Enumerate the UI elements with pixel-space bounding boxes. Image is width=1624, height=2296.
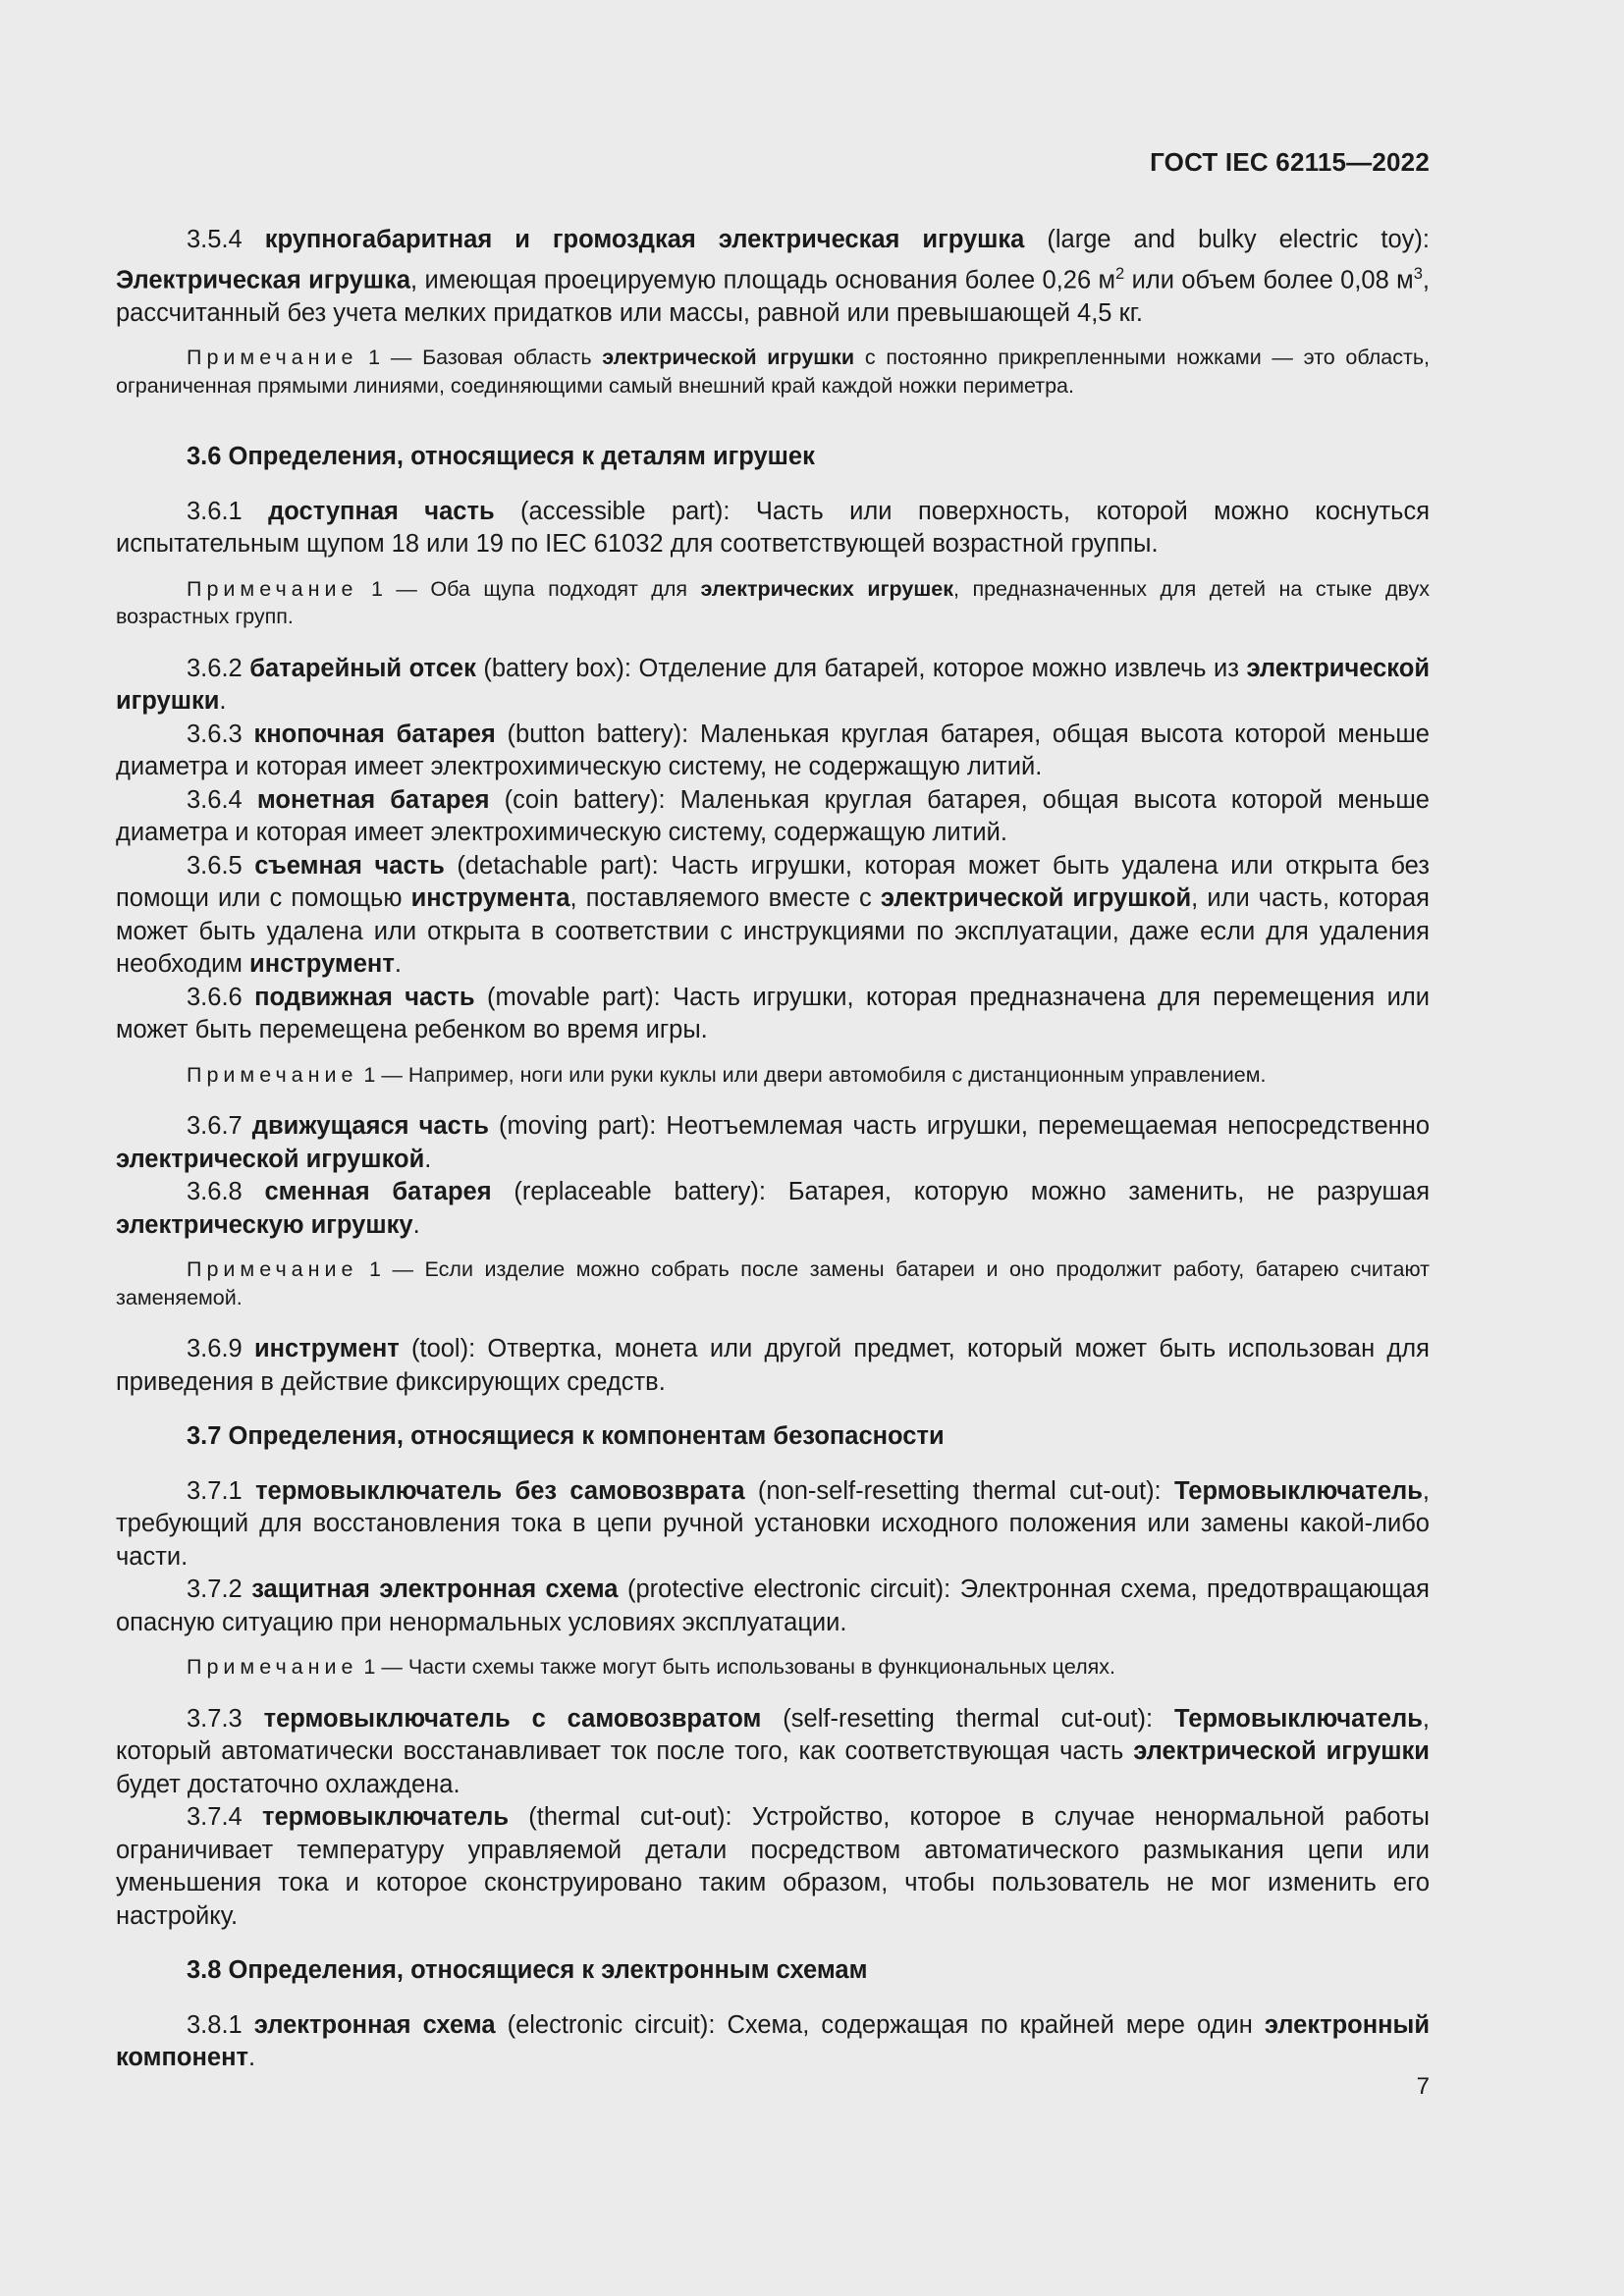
definition-3-7-4 — [116, 1801, 1430, 1933]
standard-header: ГОСТ IEC 62115—2022 — [1150, 147, 1430, 177]
text-run: 3.8.1 — [187, 2010, 254, 2039]
note-3-7-2 — [116, 1653, 1430, 1682]
definition-3-6-1 — [116, 496, 1430, 561]
text-run: (electronic circuit): Схема, содержащая по крайней мере один — [495, 2010, 1265, 2039]
definition-3-6-8 — [116, 1176, 1430, 1242]
note-label: Примечание — [187, 346, 358, 369]
text-run: 3.7.1 — [187, 1476, 256, 1505]
bold-term: электронная схема — [253, 2010, 496, 2039]
note-3-6-6 — [116, 1061, 1430, 1090]
text-run: (replaceable battery): Батарея, которую можно заменить, не разрушая — [491, 1178, 1431, 1205]
bold-term: защитная электронная схема — [251, 1575, 619, 1603]
definition-3-8-1 — [116, 2009, 1430, 2075]
text-run: 3.7.2 — [187, 1575, 252, 1603]
text-run: (movable part): Часть игрушки, которая предназначена для перемещения или может быть перемещена ребенком во время игры. — [116, 983, 1430, 1043]
bold-term: термовыключатель — [261, 1803, 510, 1831]
text-run: (battery box): Отделение для батарей, которое можно извлечь из — [475, 654, 1247, 682]
definition-3-6-7 — [116, 1110, 1430, 1176]
definition-3-6-9 — [116, 1333, 1430, 1399]
bold-term: Термовыключатель — [1173, 1476, 1423, 1505]
text-run: . — [424, 1145, 432, 1173]
note-3-5-4 — [116, 344, 1430, 400]
text-run: (detachable part): Часть игрушки, которая может быть удалена или открыта без помощи или с помощью — [116, 851, 1430, 912]
text-run: 1 — Например, ноги или руки куклы или двери автомобиля с дистанционным управлением. — [357, 1062, 1267, 1087]
text-run: 3.6.5 — [187, 851, 255, 880]
document-body — [116, 224, 1430, 2075]
text-run: 3.6.7 — [187, 1112, 252, 1140]
text-run: (tool): Отвертка, монета или другой предмет, который может быть использован для приведения в действие фиксирующих средств. — [116, 1335, 1430, 1396]
text-run: 1 — Если изделие можно собрать после замены батареи и оно продолжит работу, батарею считают заменяемой. — [116, 1257, 1430, 1309]
bold-term: термовыключатель без самовозврата — [255, 1476, 745, 1505]
note-label: Примечание — [187, 1062, 358, 1087]
note-label: Примечание — [187, 1655, 358, 1679]
text-run: 3.7.4 — [187, 1803, 262, 1831]
bold-term: сменная батарея — [264, 1178, 492, 1205]
bold-term: монетная батарея — [256, 785, 490, 814]
text-run: 3.6.3 — [187, 720, 254, 748]
definition-3-5-4 — [116, 224, 1430, 330]
superscript: 2 — [1115, 263, 1125, 283]
text-run: , или часть, которая может быть удалена или открыта в соответствии с инструкциями по эксплуатации, даже если для удаления необходим — [116, 884, 1430, 978]
definition-3-7-2 — [116, 1574, 1430, 1639]
bold-term: Электрическая игрушка — [116, 266, 410, 294]
text-run: (accessible part): Часть или поверхность, которой можно коснуться испытательным щупом 18 или 19 по IEC 61032 для соответствующей возрастной группы. — [116, 497, 1430, 558]
text-run: (button battery): Маленькая круглая батарея, общая высота которой меньше диаметра и которая имеет электрохимическую систему, не содержащую литий. — [116, 720, 1430, 780]
text-run: 3.7.3 — [187, 1704, 264, 1733]
text-run: (large and bulky electric toy): — [1024, 226, 1430, 253]
text-run: 1 — Части схемы также могут быть использованы в функциональных целях. — [357, 1655, 1115, 1679]
bold-term: движущаяся часть — [251, 1112, 489, 1140]
bold-term: электрической игрушки — [116, 654, 1430, 715]
text-run: , рассчитанный без учета мелких придатков или массы, равной или превышающей 4,5 кг. — [116, 266, 1431, 327]
bold-term: кнопочная батарея — [253, 720, 496, 748]
text-run: . — [412, 1210, 420, 1239]
bold-term: батарейный отсек — [249, 654, 476, 682]
definition-3-6-6 — [116, 982, 1430, 1047]
definition-3-6-4 — [116, 784, 1430, 850]
text-run: 3.8 Определения, относящиеся к электронным схемам — [187, 1956, 868, 1984]
section-heading-3-6 — [116, 441, 1430, 474]
text-run: 3.6.4 — [187, 785, 257, 814]
text-run: 3.7 Определения, относящиеся к компонентам безопасности — [187, 1422, 945, 1450]
text-run: 3.6.8 — [187, 1178, 265, 1205]
text-run: 3.6.6 — [187, 983, 255, 1011]
bold-term: электрической игрушкой — [116, 1145, 425, 1173]
bold-term: электрической игрушкой — [880, 884, 1192, 912]
bold-term: съемная часть — [254, 851, 445, 880]
definition-3-7-3 — [116, 1703, 1430, 1802]
bold-term: инструмент — [249, 950, 395, 978]
text-run: . — [247, 2044, 256, 2071]
text-run: , имеющая проецируемую площадь основания более 0,26 м — [410, 266, 1116, 294]
page-number: 7 — [1416, 2073, 1430, 2100]
bold-term: термовыключатель с самовозвратом — [263, 1704, 762, 1733]
bold-term: подвижная часть — [254, 983, 475, 1011]
text-run: 3.6.9 — [187, 1335, 254, 1362]
definition-3-7-1 — [116, 1475, 1430, 1575]
text-run: 3.5.4 — [187, 226, 265, 253]
text-run: (thermal cut-out): Устройство, которое в случае ненормальной работы ограничивает температуру управляемой детали посредством автоматического размыкания цепи или уменьшения тока и которое сконструировано таким образом, чтобы пользователь не мог изменить его настройку. — [116, 1803, 1430, 1930]
text-run: , поставляемого вместе с — [569, 884, 881, 912]
text-run: , который автоматически восстанавливает ток после того, как соответствующая часть — [116, 1704, 1430, 1765]
text-run: (moving part): Неотъемлемая часть игрушки, перемещаемая непосредственно — [488, 1112, 1430, 1140]
note-label: Примечание — [187, 576, 358, 601]
text-run: (non-self-resetting thermal cut-out): — [744, 1476, 1174, 1505]
note-3-6-8 — [116, 1255, 1430, 1311]
bold-term: доступная часть — [268, 497, 495, 525]
text-run: (self-resetting thermal cut-out): — [761, 1704, 1174, 1733]
text-run: 3.6.2 — [187, 654, 250, 682]
text-run: (protective electronic circuit): Электронная схема, предотвращающая опасную ситуацию при ненормальных условиях эксплуатации. — [116, 1575, 1430, 1636]
bold-term: Термовыключатель — [1174, 1704, 1423, 1733]
text-run: 3.6 Определения, относящиеся к деталям игрушек — [187, 443, 815, 470]
text-run: 3.6.1 — [187, 497, 269, 525]
bold-term: крупногабаритная и громоздкая электрическая игрушка — [264, 226, 1025, 253]
text-run: будет достаточно охлаждена. — [116, 1770, 460, 1798]
bold-term: инструмент — [253, 1335, 400, 1362]
note-3-6-1 — [116, 575, 1430, 631]
text-run: с постоянно прикрепленными ножками — это область, ограниченная прямыми линиями, соединяющими самый внешний край каждой ножки периметра. — [116, 346, 1430, 398]
bold-term: электрических игрушек — [700, 576, 953, 601]
bold-term: инструмента — [410, 884, 570, 912]
section-heading-3-8 — [116, 1954, 1430, 1988]
definition-3-6-2 — [116, 653, 1430, 719]
text-run: . — [394, 950, 402, 978]
text-run: 1 — Базовая область — [357, 346, 603, 369]
bold-term: электрической игрушки — [1133, 1737, 1430, 1765]
text-run: 1 — Оба щупа подходят для — [357, 576, 701, 601]
text-run: или объем более 0,08 м — [1124, 266, 1414, 294]
superscript: 3 — [1413, 263, 1423, 283]
definition-3-6-5 — [116, 850, 1430, 982]
text-run: . — [219, 687, 227, 715]
text-run: , предназначенных для детей на стыке двух возрастных групп. — [116, 576, 1430, 628]
definition-3-6-3 — [116, 719, 1430, 784]
text-run: (coin battery): Маленькая круглая батарея, общая высота которой меньше диаметра и которая имеет электрохимическую систему, содержащую литий. — [116, 785, 1430, 846]
bold-term: электронный компонент — [116, 2010, 1430, 2071]
bold-term: электрической игрушки — [602, 346, 855, 369]
section-heading-3-7 — [116, 1420, 1430, 1454]
note-label: Примечание — [187, 1257, 358, 1281]
text-run: , требующий для восстановления тока в цепи ручной установки исходного положения или замены какой-либо части. — [116, 1476, 1430, 1571]
bold-term: электрическую игрушку — [116, 1210, 413, 1239]
